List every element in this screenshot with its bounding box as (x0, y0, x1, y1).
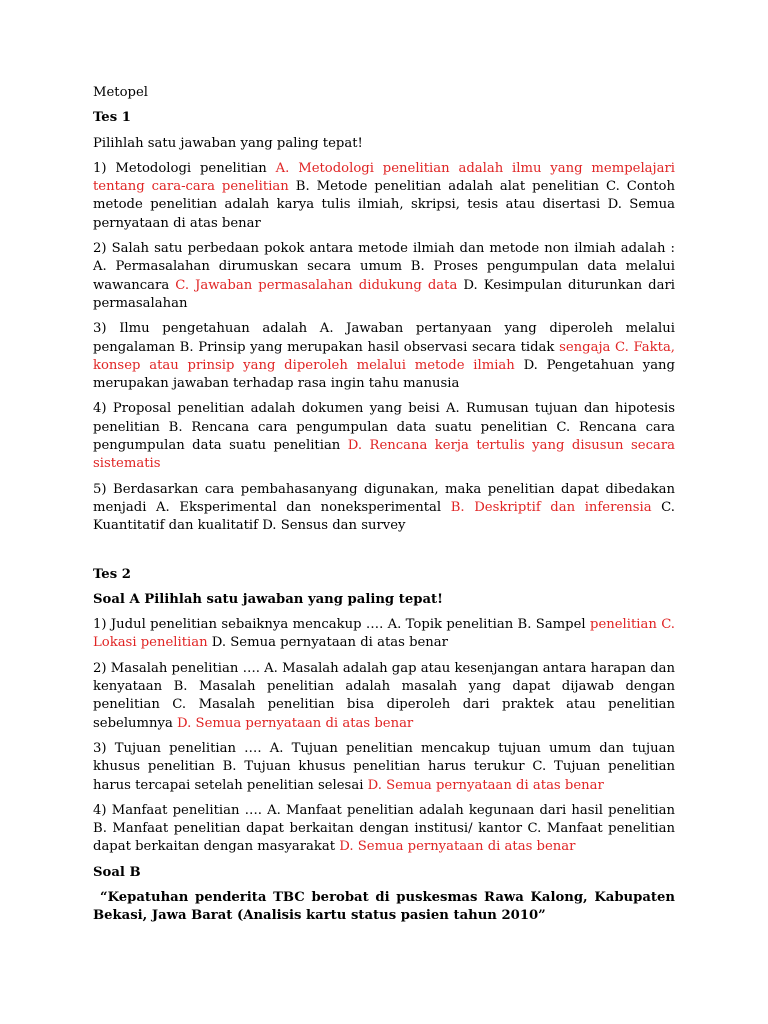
tes1-instruction: Pilihlah satu jawaban yang paling tepat! (93, 135, 363, 151)
answer-highlight: B. Deskriptif dan inferensia (450, 499, 652, 515)
answer-highlight: D. Rencana kerja tertulis yang disusun secara sistematis (93, 438, 675, 472)
tes2-question-2 (93, 660, 675, 733)
section-spacer (93, 543, 675, 566)
tes1-heading: Tes 1 (93, 110, 131, 126)
question-text: 3) Tujuan penelitian …. A. Tujuan penelitian mencakup tujuan umum dan tujuan khusus penelitian B. Tujuan khusus penelitian harus terukur C. Tujuan penelitian harus tercapai setelah penelitian selesai (93, 740, 675, 793)
question-text: 5) Berdasarkan cara pembahasanyang digunakan, maka penelitian dapat dibedakan menjadi A. Eksperimental dan noneksperimental (93, 481, 675, 515)
question-text: 2) Masalah penelitian …. A. Masalah adalah gap atau kesenjangan antara harapan dan kenyataan B. Masalah penelitian adalah masalah yang dapat dijawab dengan penelitian C. Masalah penelitian bisa diperoleh dari praktek atau penelitian sebelumnya (93, 660, 675, 731)
answer-highlight: D. Semua pernyataan di atas benar (367, 777, 604, 793)
question-text: D. Semua pernyataan di atas benar (207, 635, 448, 651)
soal-b-research-title: “Kepatuhan penderita TBC berobat di puskesmas Rawa Kalong, Kabupaten Bekasi, Jawa Barat (Analisis kartu status pasien tahun 2010” (93, 889, 675, 924)
tes1-question-list (93, 160, 675, 536)
answer-highlight: A. Metodologi penelitian adalah ilmu yang mempelajari tentang cara-cara penelitian (93, 160, 675, 195)
question-text: 1) Judul penelitian sebaiknya mencakup …. A. Topik penelitian B. Sampel (93, 617, 590, 633)
question-text: D. Kesimpulan diturunkan dari permasalahan (93, 277, 676, 311)
question-text: 1) Metodologi penelitian (93, 160, 276, 176)
answer-highlight: D. Semua pernyataan di atas benar (177, 715, 414, 731)
tes2-question-3 (93, 740, 675, 795)
tes1-question-5 (93, 481, 675, 536)
tes1-question-3 (93, 320, 675, 393)
tes1-question-4 (93, 400, 675, 473)
soal-a-heading: Soal A Pilihlah satu jawaban yang paling tepat! (93, 591, 443, 607)
tes1-question-2 (93, 240, 675, 313)
answer-highlight: penelitian C. Lokasi penelitian (93, 617, 676, 651)
question-text: C. Kuantitatif dan kualitatif D. Sensus dan survey (93, 499, 675, 534)
question-text: 4) Manfaat penelitian …. A. Manfaat penelitian adalah kegunaan dari hasil penelitian B. Manfaat penelitian dapat berkaitan dengan institusi/ kantor C. Manfaat penelitian dapat berkaitan dengan masyarakat (93, 802, 675, 855)
tes2-question-1 (93, 616, 675, 653)
answer-highlight: D. Semua pernyataan di atas benar (339, 839, 576, 855)
answer-highlight: sengaja C. Fakta, konsep atau prinsip yang diperoleh melalui metode ilmiah (93, 339, 675, 373)
tes1-question-1 (93, 160, 675, 233)
question-text: D. Pengetahuan yang merupakan jawaban terhadap rasa ingin tahu manusia (93, 357, 675, 392)
tes2-question-4 (93, 802, 675, 857)
soal-b-heading: Soal B (93, 864, 141, 880)
question-text: 4) Proposal penelitian adalah dokumen yang beisi A. Rumusan tujuan dan hipotesis penelitian B. Rencana cara pengumpulan data suatu penelitian C. Rencana cara pengumpulan data suatu penelitian (93, 401, 675, 454)
tes2-heading: Tes 2 (93, 566, 131, 582)
question-text: 2) Salah satu perbedaan pokok antara metode ilmiah dan metode non ilmiah adalah : A. Permasalahan dirumuskan secara umum B. Proses pengumpulan data melalui wawancara (93, 241, 675, 293)
tes2-question-list (93, 616, 675, 857)
answer-highlight: C. Jawaban permasalahan didukung data (175, 277, 458, 293)
document-title: Metopel (93, 85, 149, 100)
question-text: B. Metode penelitian adalah alat penelitian C. Contoh metode penelitian adalah karya tulis ilmiah, skripsi, tesis atau disertasi D. Semua pernyataan di atas benar (93, 179, 675, 231)
question-text: 3) Ilmu pengetahuan adalah A. Jawaban pertanyaan yang diperoleh melalui pengalaman B. Prinsip yang merupakan hasil observasi secara tidak (93, 321, 675, 355)
document-body (93, 84, 675, 933)
